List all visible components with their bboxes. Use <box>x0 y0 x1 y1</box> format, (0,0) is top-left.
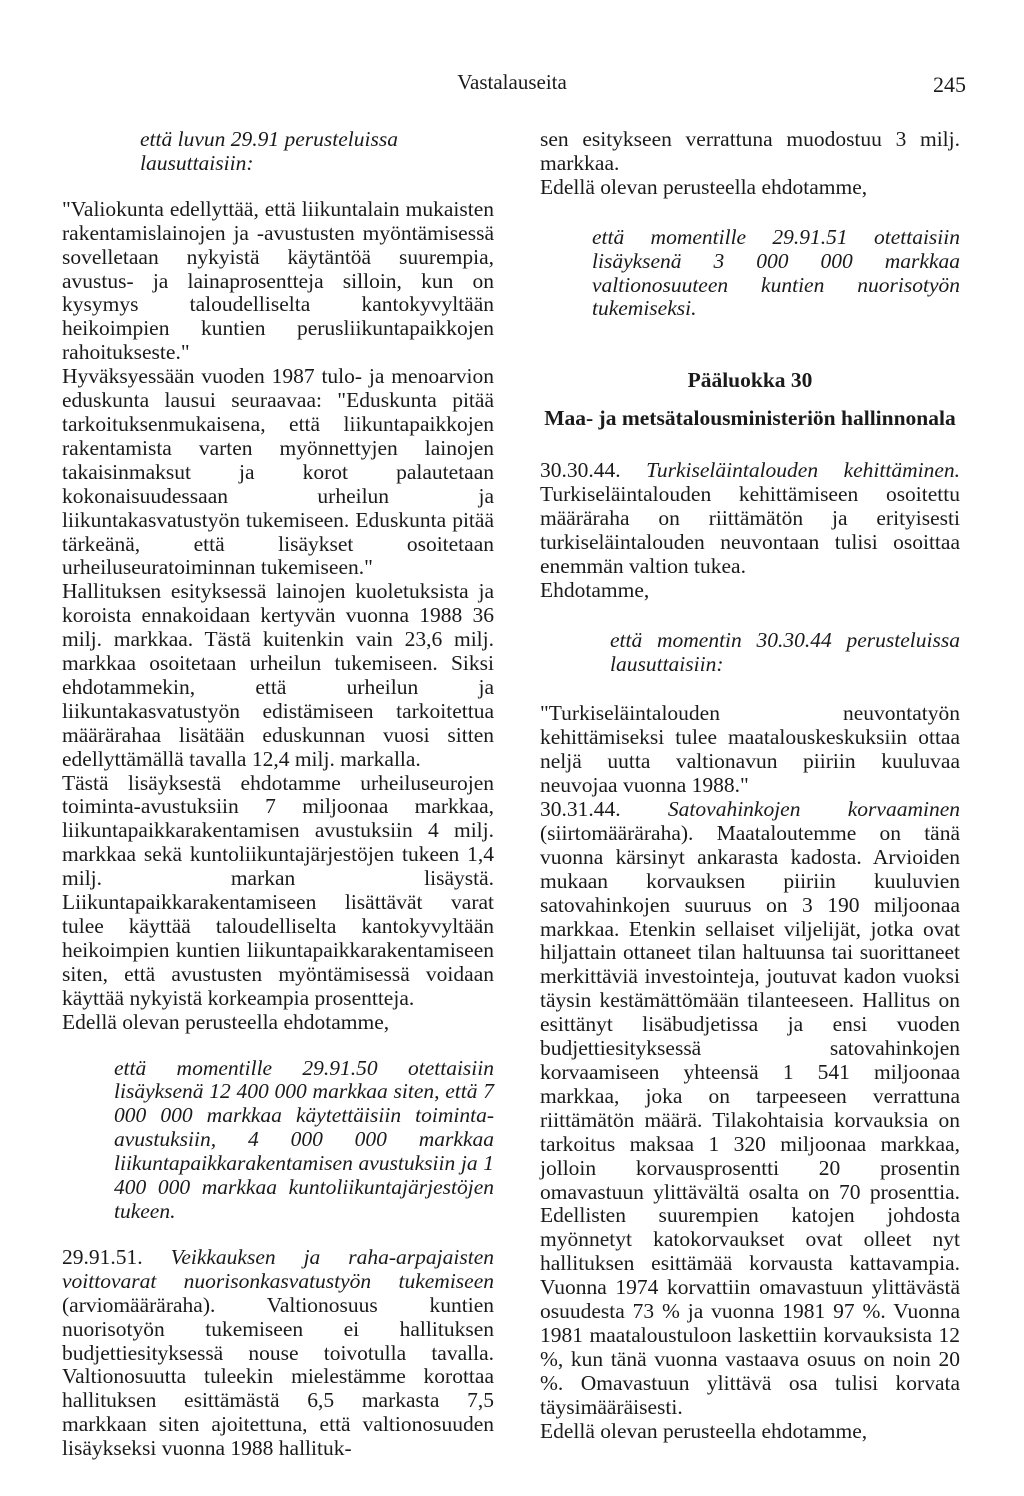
body-paragraph: Hallituksen esityksessä lainojen kuoletuksista ja koroista ennakoidaan kertyvän vuonna 1988 36 milj. markkaa. Tästä kuitenkin vain 23,6 milj. markkaa osoitetaan urheilun tukemiseen. Siksi ehdotammekin, että urheilun ja liikuntakasvatustyön edistämiseen tarkoitettua määrärahaa lisätään eduskunnan vuosi sitten edellyttämällä tavalla 12,4 milj. markalla. <box>62 579 494 771</box>
body-paragraph: Edellä olevan perusteella ehdotamme, <box>540 1418 868 1443</box>
left-column <box>62 128 494 1461</box>
item-body: (siirtomääräraha). Maataloutemme on tänä vuonna kärsinyt ankarasta kadosta. Arvioiden mukaan korvauksen piiriin kuuluvien satovahinkojen suuruus on 3 190 miljoonaa markkaa. Etenkin sellaiset viljelijät, jotka ovat hiljattain ottaneet tilan haltuunsa tai suorittaneet merkittäviä investointeja, joutuvat kadon vuoksi täysin kestämättömään tilanteeseen. Hallitus on esittänyt lisäbudjetissa ja ensi vuoden budjettiesityksessä satovahinkojen korvaamiseen yhteensä 1 541 miljoonaa markkaa, joka on tarpeeseen verrattuna riittämätön määrä. Tilakohtaisia korvauksia on tarkoitus maksaa 1 320 miljoonaa markkaa, jolloin korvausprosentti 20 prosentin omavastuun ylittävältä osalta on 70 prosenttia. Edellisten suurempien katojen johdosta myönnetyt katokorvaukset ovat olleet nyt hallituksen esittämää korvausta kattavampia. Vuonna 1974 korvattiin omavastuun ylittävästä osuudesta 73 % ja vuonna 1981 97 %. Vuonna 1981 maataloustuloon laskettiin korvauksista 12 %, kun tänä vuonna vastaava osuus on noin 20 %. Omavastuun ylittävä osa tulisi korvata täysimääräisesti. <box>540 820 960 1419</box>
item-body: Turkiseläintalouden kehittämiseen osoitettu määräraha on riittämätön ja erityisesti turkiseläintalouden neuvontaan tulisi osoittaa enemmän valtion tukea. <box>540 482 960 578</box>
item-paragraph <box>62 1246 494 1461</box>
body-paragraph: Hyväksyessään vuoden 1987 tulo- ja menoarvion eduskunta lausui seuraavaa: "Eduskunta pitää tarkoituksenmukaisena, että liikuntapaikkojen rakentamista varten myönnettyjen lainojen takaisinmaksut ja korot palautetaan kokonaisuudessaan urheilun ja liikuntakasvatustyön tukemiseen. Eduskunta pitää tärkeänä, että lisäykset osoitetaan urheiluseuratoiminnan tukemiseen." <box>62 364 494 580</box>
quote-paragraph: "Valiokunta edellyttää, että liikuntalain mukaisten rakentamislainojen ja -avustusten myöntämisessä sovelletaan nykyistä käytäntöä suurempia, avustus- ja lainaprosentteja silloin, kun on kysymys taloudelliselta kantokyvyltään heikoimpien kuntien perusliikuntapaikkojen rahoitukseste." <box>62 196 494 365</box>
item-number: 30.31.44. <box>540 797 621 822</box>
body-paragraph: Edellä olevan perusteella ehdotamme, <box>62 1009 390 1034</box>
body-paragraph: Ehdotamme, <box>540 577 650 602</box>
item-title: Satovahinkojen korvaaminen <box>667 797 961 822</box>
quote-paragraph: "Turkiseläintalouden neuvontatyön kehittämiseksi tulee maatalouskeskuksiin ottaa neljä uutta valtionavun piiriin kuuluvaa neuvojaa vuonna 1988." <box>540 701 960 798</box>
motion-paragraph: että momentille 29.91.50 otettaisiin lisäyksenä 12 400 000 markkaa siten, että 7 000 000 markkaa käytettäisiin toiminta-avustuksiin, 4 000 000 markkaa liikuntapaikkarakentamisen avustuksiin ja 1 400 000 markkaa kuntoliikuntajärjestöjen tukeen. <box>114 1055 494 1223</box>
intro-motion: että luvun 29.91 perusteluissa lausuttaisiin: <box>140 127 398 175</box>
body-paragraph: sen esitykseen verrattuna muodostuu 3 milj. markkaa. <box>540 127 960 175</box>
body-paragraph: Edellä olevan perusteella ehdotamme, <box>540 174 868 199</box>
item-body: (arviomääräraha). Valtionosuus kuntien nuorisotyön tukemiseen ei hallituksen budjettiesityksessä nouse toivotulla tavalla. Valtionosuutta tuleekin mielestämme korottaa hallituksen esittämästä 6,5 markasta 7,5 markkaan siten ajoitettuna, että valtionosuuden lisäykseksi vuonna 1988 hallituk- <box>62 1292 494 1461</box>
motion-paragraph: että momentin 30.30.44 perusteluissa lausuttaisiin: <box>610 627 960 676</box>
item-paragraph <box>540 459 960 579</box>
right-column <box>540 128 960 1444</box>
section-heading-main: Pääluokka 30 <box>687 368 813 393</box>
section-heading-sub: Maa- ja metsätalousministeriön hallinnonala <box>544 406 956 431</box>
running-header: Vastalauseita <box>457 70 567 94</box>
body-paragraph: Tästä lisäyksestä ehdotamme urheiluseurojen toiminta-avustuksiin 7 miljoonaa markkaa, liikuntapaikkarakentamisen avustuksiin 4 milj. markkaa sekä kuntoliikuntajärjestöjen tukeen 1,4 milj. markan lisäystä. Liikuntapaikkarakentamiseen lisättävät varat tulee käyttää taloudelliselta kantokyvyltään heikoimpien kuntien liikuntapaikkarakentamiseen siten, että avustusten myöntämisessä voidaan käyttää nykyistä korkeampia prosentteja. <box>62 770 494 1010</box>
item-title: Turkiseläintalouden kehittäminen. <box>646 458 960 483</box>
item-number: 29.91.51. <box>62 1244 143 1269</box>
item-paragraph <box>540 798 960 1420</box>
item-title: Veikkauksen ja raha-arpajaisten voittovarat nuorisonkasvatustyön tukemiseen <box>62 1244 494 1293</box>
motion-paragraph: että momentille 29.91.51 otettaisiin lisäyksenä 3 000 000 markkaa valtionosuuteen kuntien nuorisotyön tukemiseksi. <box>592 224 960 321</box>
item-number: 30.30.44. <box>540 458 621 483</box>
page-number: 245 <box>933 72 966 97</box>
